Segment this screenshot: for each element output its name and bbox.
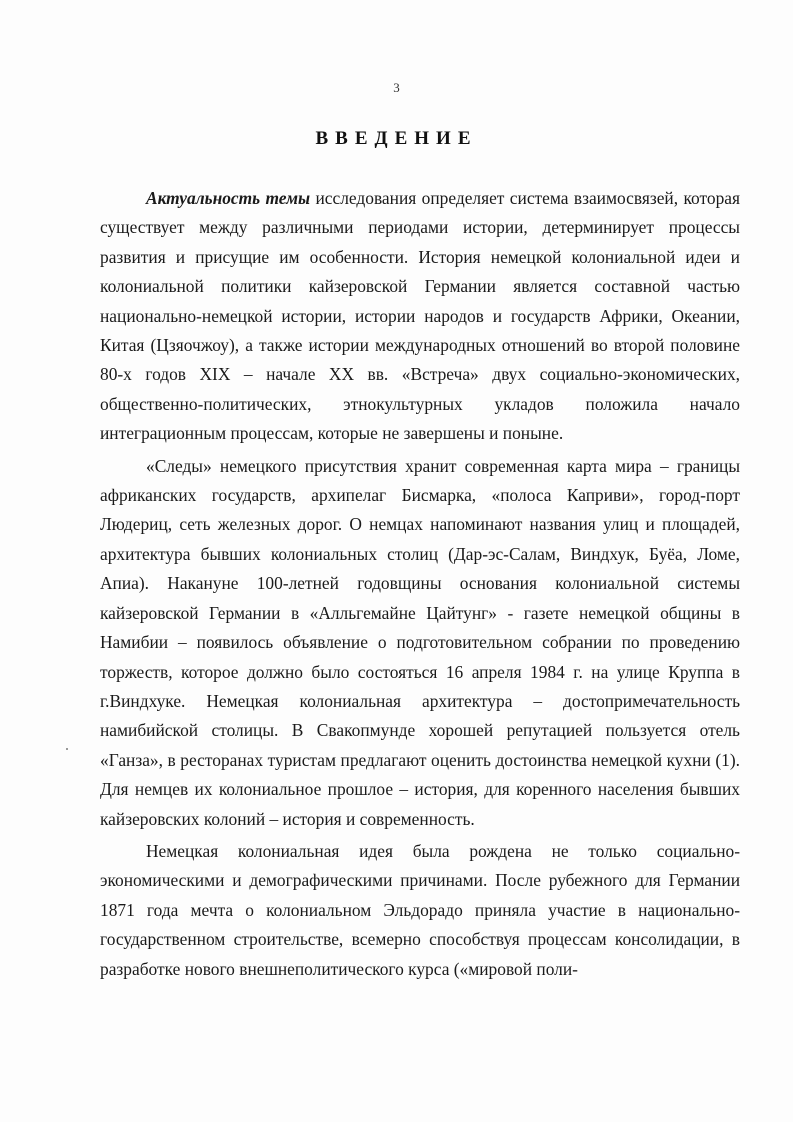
- paragraph-colonial-idea: [100, 837, 740, 984]
- section-heading: ВВЕДЕНИЕ: [315, 128, 478, 149]
- body-text: [100, 184, 740, 984]
- page-number: 3: [393, 80, 400, 95]
- paragraph-traces: [100, 452, 740, 834]
- paragraph-text: Немецкая колониальная идея была рождена не только социально-экономическими и демографическими причинами. После рубежного для Германии 1871 года мечта о колониальном Эльдорадо приняла участие в национально-государственном строительстве, всемерно способствуя процессам консолидации, в разработке нового внешнеполитического курса («мировой поли-: [100, 840, 740, 979]
- scan-speck: [66, 748, 68, 750]
- paragraph-relevance: [100, 184, 740, 449]
- paragraph-text: «Следы» немецкого присутствия хранит современная карта мира – границы африканских государств, архипелаг Бисмарка, «полоса Каприви», город-порт Людериц, сеть железных дорог. О немцах напоминают названия улиц и площадей, архитектура бывших колониальных столиц (Дар-эс-Салам, Виндхук, Буёа, Ломе, Апиа). Накануне 100-летней годовщины основания колониальной системы кайзеровской Германии в «Алльгемайне Цайтунг» - газете немецкой общины в Намибии – появилось объявление о подготовительном собрании по проведению торжеств, которое должно было состояться 16 апреля 1984 г. на улице Круппа в г.Виндхуке. Немецкая колониальная архитектура – достопримечательность намибийской столицы. В Свакопмунде хорошей репутацией пользуется отель «Ганза», в ресторанах туристам предлагают оценить достоинства немецкой кухни (1). Для немцев их колониальное прошлое – история, для коренного населения бывших кайзеровских колоний – история и современность.: [100, 455, 740, 829]
- paragraph-lead: Актуальность темы: [146, 188, 311, 208]
- paragraph-text: исследования определяет система взаимосвязей, которая существует между различными периодами истории, детерминирует процессы развития и присущие им особенности. История немецкой колониальной идеи и колониальной политики кайзеровской Германии является составной частью национально-немецкой истории, истории народов и государств Африки, Океании, Китая (Цзяочжоу), а также истории международных отношений во второй половине 80-х годов XIX – начале XX вв. «Встреча» двух социально-экономических, общественно-политических, этнокультурных укладов положила начало интеграционным процессам, которые не завершены и поныне.: [100, 188, 740, 444]
